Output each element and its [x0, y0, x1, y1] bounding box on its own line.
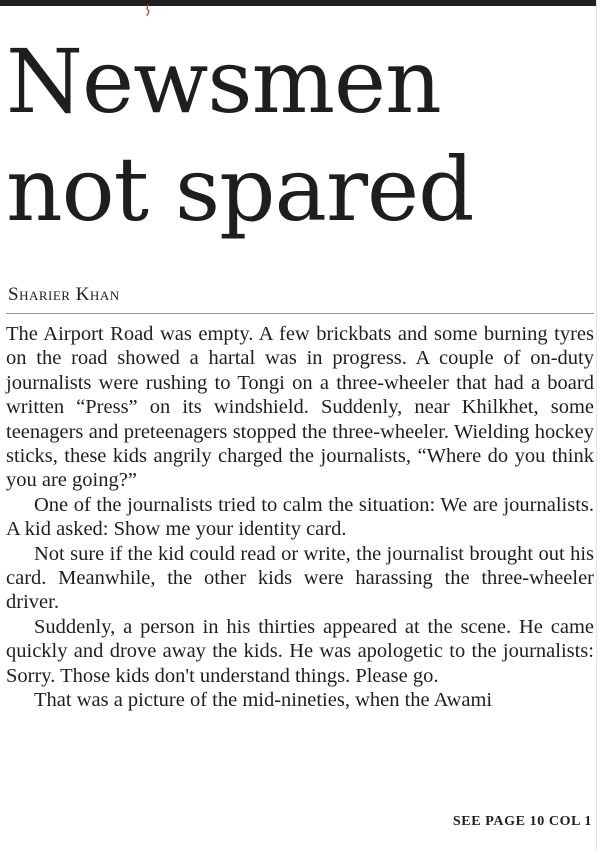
- continued-jump-line: SEE PAGE 10 COL 1: [452, 814, 592, 829]
- top-rule: [0, 0, 596, 6]
- article-paragraph: That was a picture of the mid-nineties, when the Awami: [34, 689, 493, 712]
- article-paragraph: Suddenly, a person in his thirties appeared at the scene. He came quickly and drove away the kids. He was apologetic to the journalists: Sorry. Those kids don't understand things. Please go.: [6, 615, 594, 687]
- byline: Sharier Khan: [8, 284, 120, 305]
- byline-divider: [6, 313, 594, 314]
- headline-line-1: Newsmen: [6, 30, 441, 133]
- ink-mark-icon: [145, 4, 151, 16]
- headline: [6, 28, 596, 244]
- article-paragraph: Not sure if the kid could read or write, the journalist brought out his card. Meanwhile, the other kids were harassing the three-wheeler driver.: [6, 542, 594, 614]
- article-paragraph: One of the journalists tried to calm the situation: We are journalists. A kid asked: Show me your identity card.: [6, 493, 594, 541]
- headline-line-2: not spared: [6, 138, 474, 241]
- article-paragraph: The Airport Road was empty. A few brickbats and some burning tyres on the road showed a hartal was in progress. A couple of on-duty journalists were rushing to Tongi on a three-wheeler that had a board written “Press” on its windshield. Suddenly, near Khilkhet, some teenagers and preteenagers stopped the three-wheeler. Wielding hockey sticks, these kids angrily charged the journalists, “Where do you think you are going?”: [6, 323, 594, 492]
- page-edge: [596, 0, 610, 851]
- article-body: [6, 322, 594, 713]
